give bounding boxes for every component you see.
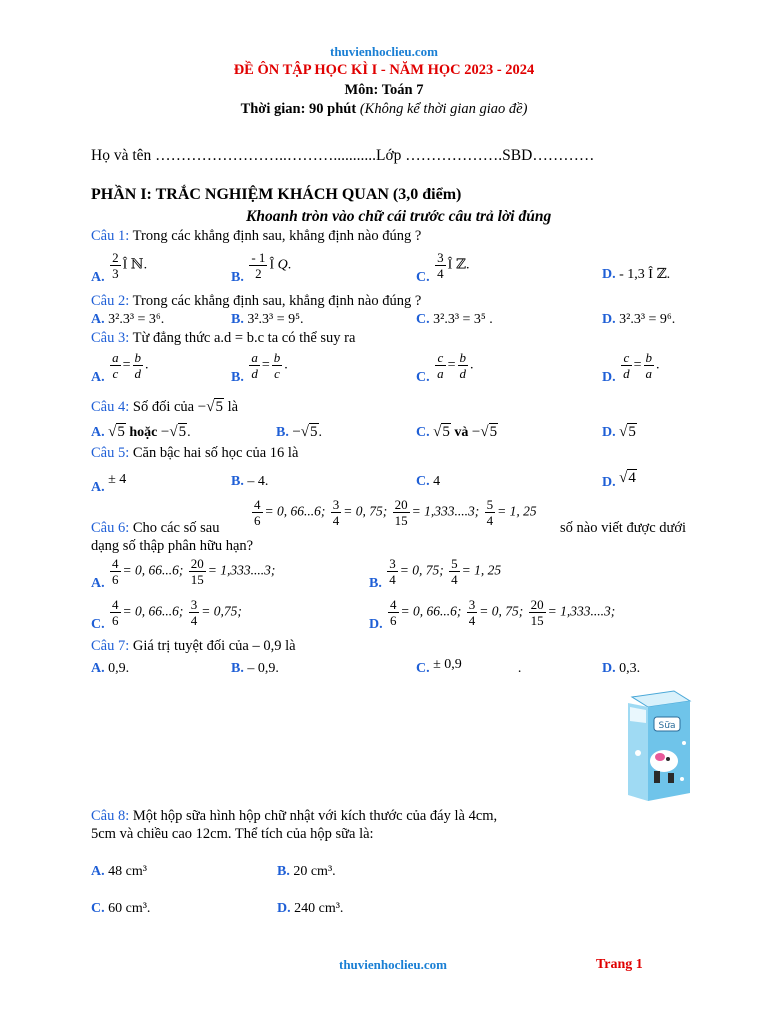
q3-option-b[interactable]: B. $\frac{a}{d}$ = $\frac{b}{c}$ .: [231, 350, 288, 385]
question-label: Câu 1:: [91, 228, 130, 244]
q8-option-c[interactable]: C. 60 cm³.: [91, 901, 151, 916]
question-text: Một hộp sữa hình hộp chữ nhật với kích thước của đáy là 4cm,: [132, 808, 498, 824]
q5-option-d[interactable]: D. √4: [602, 470, 636, 490]
q5-option-a[interactable]: A. ± 4: [91, 472, 127, 495]
q6-option-b[interactable]: B. $\frac{3}{4}$ = 0, 75; $\frac{5}{4}$ = 1, 25: [369, 556, 502, 591]
q4-option-d[interactable]: D. √5: [602, 424, 636, 440]
question-5: [91, 445, 298, 462]
question-8: [91, 808, 497, 825]
milk-box-label: Sữa: [658, 721, 676, 731]
q3-option-c[interactable]: C. $\frac{c}{a}$ = $\frac{b}{d}$ .: [416, 350, 474, 385]
q5-option-b[interactable]: B. – 4.: [231, 474, 269, 489]
q4-option-c[interactable]: C. √5 và −√5: [416, 424, 498, 440]
question-text: Căn bậc hai số học của 16 là: [132, 445, 299, 461]
question-text: Cho các số sau: [132, 520, 220, 536]
milk-box-image: [624, 683, 694, 805]
question-6-cont2: dạng số thập phân hữu hạn?: [91, 538, 254, 554]
question-6: [91, 520, 219, 537]
q3-option-d[interactable]: D. $\frac{c}{d}$ = $\frac{b}{a}$ .: [602, 350, 660, 385]
question-label: Câu 3:: [91, 330, 130, 346]
q8-option-a[interactable]: A. 48 cm³: [91, 864, 147, 879]
q2-option-c[interactable]: C. 3².3³ = 3⁵ .: [416, 312, 493, 327]
question-2: [91, 293, 421, 310]
section-instruction: Khoanh tròn vào chữ cái trước câu trả lời đúng: [246, 208, 552, 225]
question-label: Câu 8:: [91, 808, 130, 824]
q1-option-d[interactable]: D. - 1,3 Î ℤ.: [602, 267, 671, 282]
question-3: [91, 330, 355, 347]
q8-option-d[interactable]: D. 240 cm³.: [277, 901, 344, 916]
q5-option-c[interactable]: C. 4: [416, 474, 441, 489]
question-6-cont: số nào viết được dưới: [560, 520, 687, 536]
section-title: PHẦN I: TRẮC NGHIỆM KHÁCH QUAN (3,0 điểm): [91, 186, 462, 203]
q7-option-b[interactable]: B. – 0,9.: [231, 661, 279, 676]
question-label: Câu 6:: [91, 520, 130, 536]
q2-option-a[interactable]: A. 3².3³ = 3⁶.: [91, 312, 165, 327]
q1-option-b[interactable]: B. $\frac{- 1}{2}$ Î Q.: [231, 250, 292, 285]
question-4: Câu 4: Số đối của −√5 là: [91, 399, 239, 415]
question-text: Trong các khẳng định sau, khẳng định nào đúng ?: [132, 228, 422, 244]
q2-option-d[interactable]: D. 3².3³ = 9⁶.: [602, 312, 676, 327]
q1-option-a[interactable]: A. $\frac{2}{3}$ Î ℕ.: [91, 250, 148, 285]
question-text: Giá trị tuyệt đối của – 0,9 là: [132, 638, 296, 654]
time-note: (Không kể thời gian giao đề): [359, 101, 528, 117]
q7-option-c[interactable]: C. ± 0,9 .: [416, 657, 522, 676]
time-label: Thời gian: 90 phút: [240, 101, 357, 117]
q2-option-b[interactable]: B. 3².3³ = 9⁵.: [231, 312, 304, 327]
page-number: Trang 1: [596, 957, 643, 972]
q7-option-d[interactable]: D. 0,3.: [602, 661, 641, 676]
question-label: Câu 7:: [91, 638, 130, 654]
question-label: Câu 4:: [91, 399, 130, 415]
q6-option-c[interactable]: C. $\frac{4}{6}$ = 0, 66...6; $\frac{3}{4}$ = 0,75;: [91, 597, 242, 632]
q6-numbers: $\frac{4}{6}$ = 0, 66...6; $\frac{3}{4}$ = 0, 75; $\frac{20}{15}$ = 1,333....3; $\frac{5}{4}$ = 1, 25: [254, 497, 537, 528]
question-label: Câu 2:: [91, 293, 130, 309]
footer-site: thuvienhoclieu.com: [339, 957, 447, 972]
q3-option-a[interactable]: A. $\frac{a}{c}$ = $\frac{b}{d}$ .: [91, 350, 149, 385]
header-site: thuvienhoclieu.com: [330, 44, 438, 59]
question-text: Trong các khẳng định sau, khẳng định nào đúng ?: [132, 293, 422, 309]
q6-option-d[interactable]: D. $\frac{4}{6}$ = 0, 66...6; $\frac{3}{4}$ = 0, 75; $\frac{20}{15}$ = 1,333....3;: [369, 597, 616, 632]
q6-option-a[interactable]: A. $\frac{4}{6}$ = 0, 66...6; $\frac{20}{15}$ = 1,333....3;: [91, 556, 276, 591]
question-text: Từ đẳng thức a.d = b.c ta có thể suy ra: [132, 330, 356, 346]
question-8-cont: 5cm và chiều cao 12cm. Thể tích của hộp sữa là:: [91, 826, 374, 842]
q1-option-c[interactable]: C. $\frac{3}{4}$ Î ℤ.: [416, 250, 470, 285]
q4-option-b[interactable]: B. −√5.: [276, 424, 323, 440]
exam-title: ĐỀ ÔN TẬP HỌC KÌ I - NĂM HỌC 2023 - 2024: [233, 62, 535, 78]
q4-option-a[interactable]: A. √5 hoặc −√5.: [91, 424, 191, 440]
question-1: [91, 228, 421, 245]
question-label: Câu 5:: [91, 445, 130, 461]
q7-option-a[interactable]: A. 0,9.: [91, 661, 130, 676]
student-info-line: Họ và tên ……………………..………...........Lớp ……………….SBD…………: [91, 147, 595, 164]
q8-option-b[interactable]: B. 20 cm³.: [277, 864, 336, 879]
time-line: [0, 101, 768, 118]
subject: Môn: Toán 7: [344, 82, 424, 98]
question-7: [91, 638, 296, 655]
